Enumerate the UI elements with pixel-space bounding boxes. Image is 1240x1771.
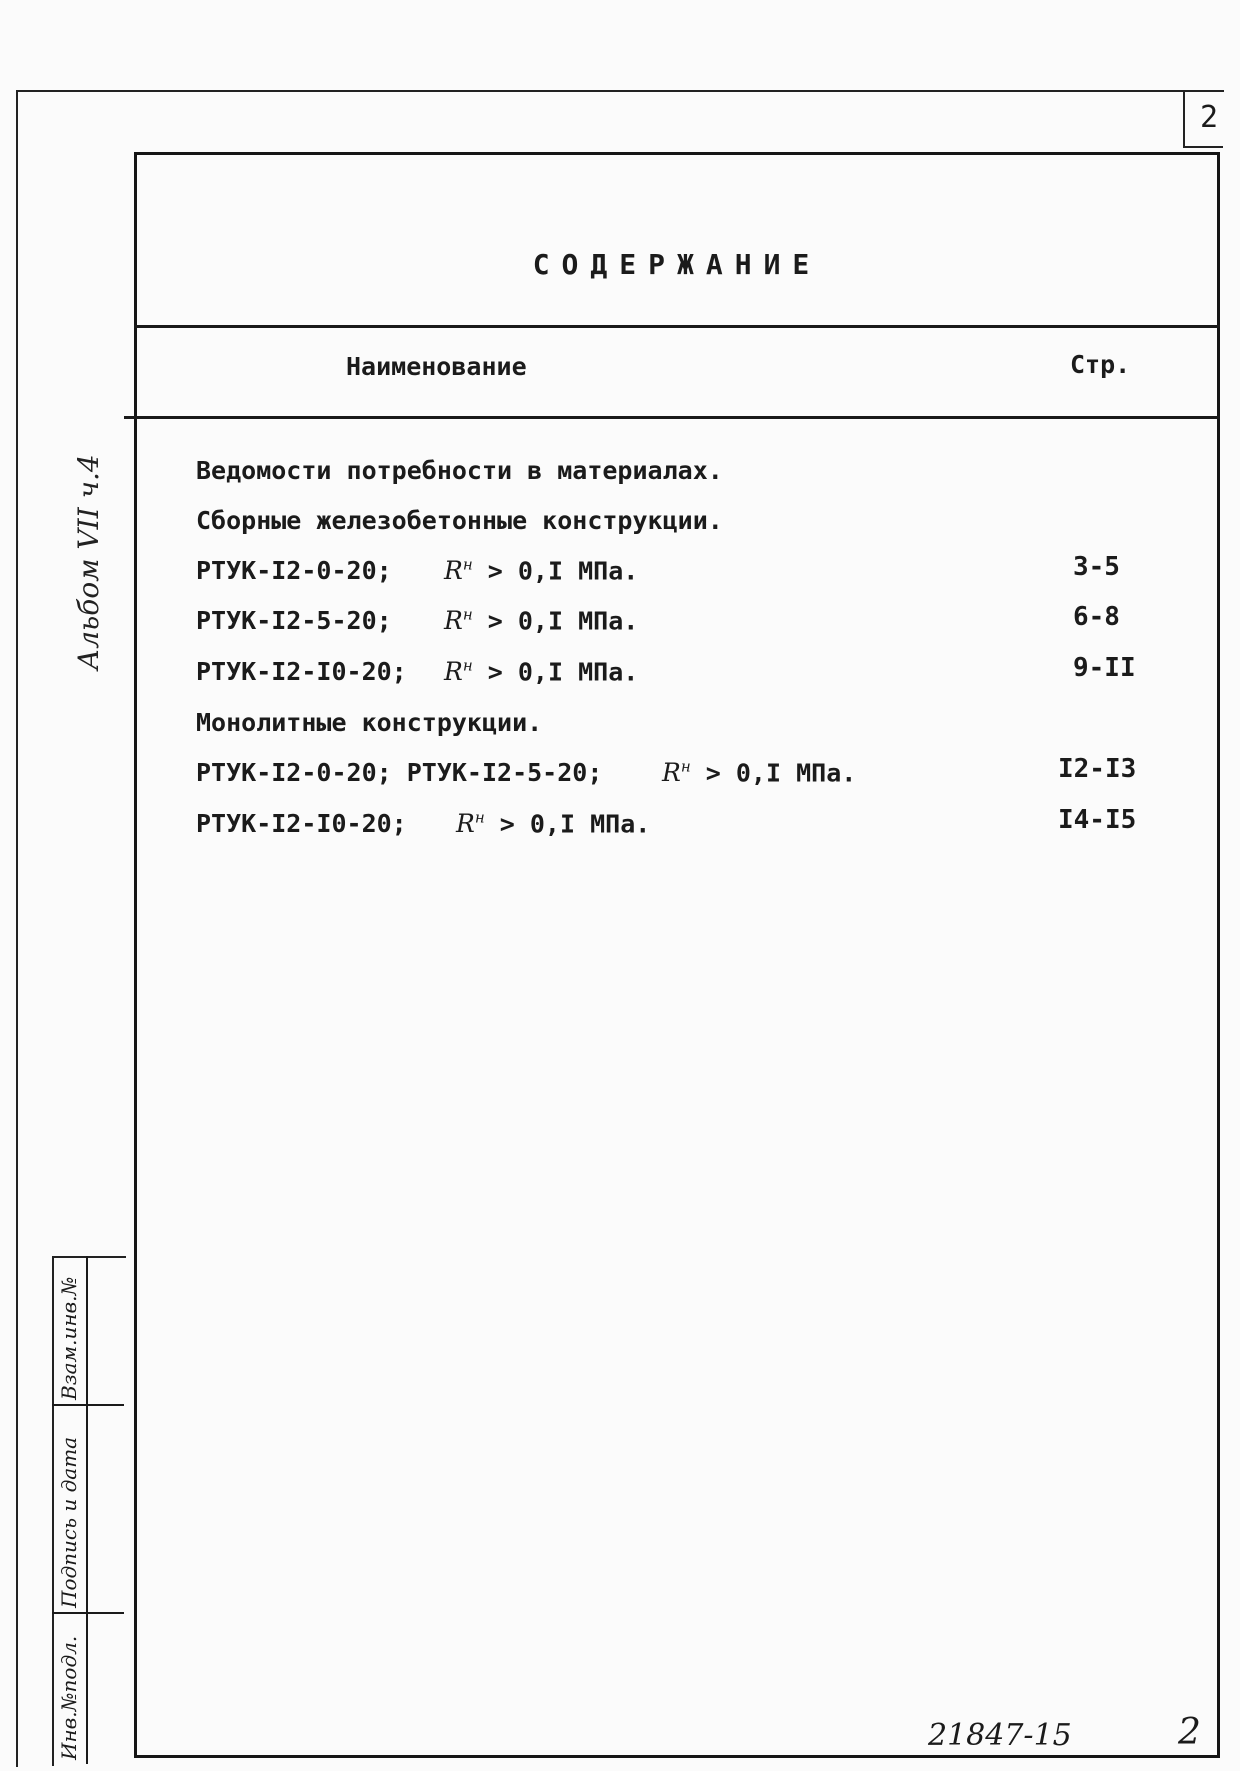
stamp-divider (86, 1256, 88, 1764)
rh-symbol: $R^н$ (444, 606, 473, 636)
stamp-divider (52, 1612, 124, 1614)
page-number-bottom: 2 (1178, 1712, 1201, 1753)
header-divider (124, 416, 1220, 419)
toc-entry-condition: $R^н > 0,I$ МПа. (444, 606, 639, 636)
stamp-replaced-inv: Взам.инв.№ (57, 1276, 81, 1400)
document-number: 21847-15 (928, 1718, 1072, 1753)
title-divider (134, 325, 1220, 328)
album-label: Альбом VII ч.4 (72, 454, 105, 670)
rh-symbol: $R^н$ (456, 809, 485, 839)
toc-entry-code: РТУК-I2-I0-20; (196, 809, 407, 838)
toc-entry-pages: I2-I3 (1058, 754, 1137, 784)
rh-symbol: $R^н$ (444, 556, 473, 586)
contents-title: СОДЕРЖАНИЕ (532, 248, 822, 281)
toc-entry-condition: $R^н > 0,I$ МПа. (456, 809, 651, 839)
toc-entry-pages: 9-II (1073, 653, 1136, 683)
toc-entry-condition: $R^н > 0,I$ МПа. (444, 657, 639, 687)
toc-entry-code: РТУК-I2-0-20; (196, 556, 392, 585)
toc-entry-pages: I4-I5 (1058, 805, 1137, 835)
toc-entry-code: РТУК-I2-0-20; РТУК-I2-5-20; (196, 758, 603, 787)
section-heading-precast: Сборные железобетонные конструкции. (196, 506, 723, 535)
column-header-page: Стр. (1070, 350, 1131, 379)
toc-entry-code: РТУК-I2-5-20; (196, 606, 392, 635)
page-number-top: 2 (1200, 100, 1219, 135)
toc-entry-code: РТУК-I2-I0-20; (196, 657, 407, 686)
section-heading-materials: Ведомости потребности в материалах. (196, 456, 723, 485)
toc-entry-condition: $R^н > 0,I$ МПа. (444, 556, 639, 586)
stamp-signature-date: Подпись и дата (57, 1436, 81, 1608)
stamp-divider (52, 1404, 124, 1406)
toc-entry-pages: 6-8 (1073, 602, 1120, 632)
section-heading-monolithic: Монолитные конструкции. (196, 708, 543, 737)
inner-frame (134, 152, 1220, 1758)
rh-symbol: $R^н$ (662, 758, 691, 788)
rh-symbol: $R^н$ (444, 657, 473, 687)
toc-entry-pages: 3-5 (1073, 552, 1120, 582)
toc-entry-condition: $R^н > 0,I$ МПа. (662, 758, 857, 788)
column-header-name: Наименование (346, 352, 527, 381)
stamp-original-inv: Инв.№подл. (57, 1635, 81, 1760)
